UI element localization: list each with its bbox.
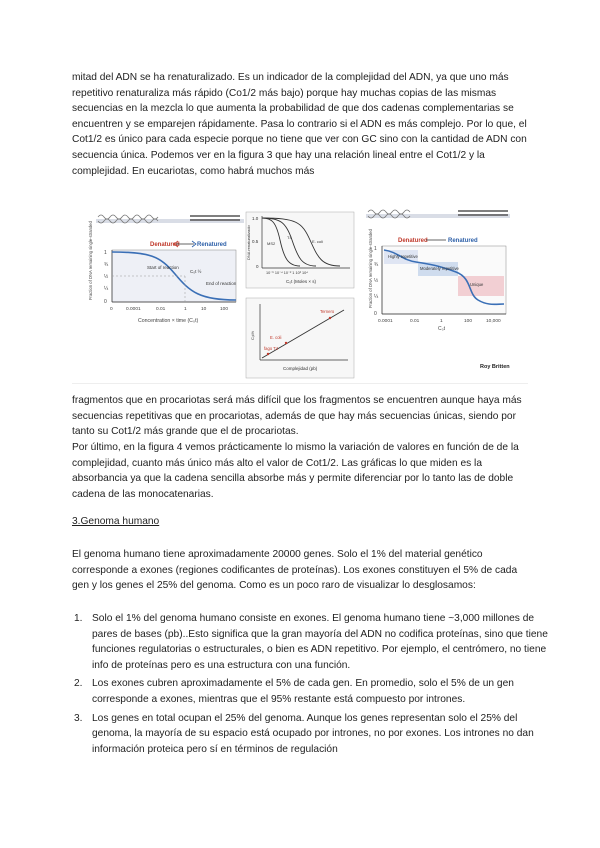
left-xtick: 0 [110, 307, 113, 312]
right-band-label: Moderately repetitive [420, 266, 459, 271]
right-xlabel: C₀t [438, 326, 446, 332]
list-item [74, 676, 552, 707]
left-xtick: 0.0001 [126, 307, 141, 312]
botmid-point-label: Ternero [320, 309, 335, 314]
right-xtick: 0.0001 [378, 319, 393, 324]
section-heading-genoma-humano: 3.Genoma humano [72, 516, 160, 527]
topmid-curve-label: E. coli [312, 239, 323, 244]
left-denatured-label: Denatured [150, 242, 180, 248]
paragraph-cot-intro: mitad del ADN se ha renaturalizado. Es un indicador de la complejidad del ADN, ya que uno más repetitivo renaturaliza más rápido (Co1/2 más bajo) porque hay muchas copias de las mismas secuencias en la mezcla lo que aumenta la probabilidad de que dos cadenas complementarias se encuentren y se emparejen rápidamente. Pasa lo contrario si el ADN es más complejo. Por lo que, el Cot1/2 es único para cada especie porque no tiene que ver con GC sino con la cantidad de ADN con secuencia única. Podemos ver en la figura 3 que hay una relación lineal entre el Cot1/2 y la complejidad. En eucariotas, como habrá muchos más [72, 72, 527, 177]
topmid-ytick: 0.5 [252, 239, 259, 244]
left-xtick: 10 [201, 307, 207, 312]
list-item-number: 3. [74, 712, 83, 724]
paragraph-figure4: Por último, en la figura 4 vemos prácticamente lo mismo la variación de valores en función de de la complejidad, cuanto más único más alto el valor de Cot1/2. Las gráficas lo que miden es la absorbancia ya que la cadena sencilla absorbe más y permite diferenciar por lo tanto las de doble cadena de las monocatenarias. [72, 442, 519, 500]
list-item-number: 1. [74, 613, 83, 624]
left-xtick: 1 [184, 307, 187, 312]
topmid-curve-label: T4 [287, 235, 292, 240]
right-band-label: Unique [470, 282, 484, 287]
left-xtick: 0.01 [156, 307, 166, 312]
list-item [74, 711, 552, 758]
right-renatured-label: Renatured [448, 238, 478, 244]
left-ytick: ¼ [104, 286, 109, 292]
right-xtick: 10,000 [486, 319, 501, 324]
left-half-label: C₀t ½ [190, 269, 202, 274]
figure-cot-curves [0, 200, 600, 390]
list-item-text: Los exones cubren aproximadamente el 5% de cada gen. En promedio, solo el 5% de un gen corresponde a exones, mientras que el 95% restante está compuesto por intrones. [92, 678, 514, 705]
botmid-xlabel: Complejidad (pb) [283, 366, 318, 371]
botmid-point-label: E. coli [270, 335, 282, 340]
right-xtick: 1 [440, 319, 443, 324]
right-ylabel: Fraction of DNA remaining single-stranded [368, 229, 373, 308]
left-ytick: 0 [104, 299, 107, 305]
topmid-xlabel: C₀t (Moles × s) [286, 279, 316, 284]
left-end-label: End of reaction [206, 281, 237, 286]
list-item-number: 2. [74, 678, 83, 690]
right-ytick: ½ [374, 278, 379, 284]
list-item [74, 611, 552, 673]
left-ytick: ½ [104, 274, 109, 280]
graph-renaturation-curves [246, 212, 354, 288]
topmid-xticks: 10⁻⁶ 10⁻⁴ 10⁻² 1 10² 10⁴ [266, 271, 308, 275]
graph-cot-vs-complexity [246, 298, 354, 378]
figure-credit: Roy Britten [480, 364, 510, 370]
botmid-ylabel: C₀t½ [250, 331, 255, 340]
left-xlabel: Concentration × time (C₀t) [138, 318, 199, 324]
left-ytick: 1 [104, 250, 107, 256]
list-item-text: Los genes en total ocupan el 25% del genoma. Aunque los genes representan solo el 25% del genoma, la mayoría de su espacio está ocupado por intrones, no por exones. Los intrones no dan información proteica pero sí en términos de regulación [92, 712, 534, 755]
graph-cot-curve-right [366, 210, 510, 370]
list-item-text: Solo el 1% del genoma humano consiste en exones. El genoma humano tiene ~3,000 millones de pares de bases (pb)..Esto significa que la gran mayoría del ADN no codifica proteínas, sino que tiene funciones regulatorias o estructurales, o bien es ADN repetitivo. Por ejemplo, el centrómero, no tiene info de proteínas pero es una estructura con una función. [92, 613, 548, 671]
right-ytick: 1 [374, 246, 377, 252]
right-ytick: 0 [374, 311, 377, 317]
graph-cot-curve-left [88, 215, 244, 324]
paragraph-eukaryote-fragments: fragmentos que en procariotas será más difícil que los fragmentos se encuentren aunque haya más secuencias repetitivas que en procariotas, además de que hay más secuencias únicas, siendo por tanto su Cot1/2 más grande que el de procariotas. [72, 395, 522, 438]
topmid-ylabel: DNA renaturalizado [246, 225, 251, 260]
right-xtick: 100 [464, 319, 473, 324]
botmid-point-label: fago T4 [264, 346, 279, 351]
topmid-curve-label: MS2 [267, 241, 276, 246]
figure-divider [72, 383, 528, 384]
topmid-ytick: 1.0 [252, 216, 259, 221]
left-renatured-label: Renatured [197, 242, 227, 248]
right-xtick: 0.01 [410, 319, 420, 324]
left-xtick: 100 [220, 307, 229, 312]
right-ytick: ¼ [374, 294, 379, 300]
left-ylabel: Fraction of DNA remaining single-stranded [88, 221, 93, 300]
right-band-label: Highly repetitive [388, 254, 418, 259]
right-ytick: ¾ [374, 262, 379, 268]
left-start-label: Start of reaction [147, 265, 179, 270]
right-denatured-label: Denatured [398, 238, 428, 244]
numbered-list [72, 611, 552, 760]
left-ytick: ¾ [104, 262, 109, 268]
paragraph-genoma-intro: El genoma humano tiene aproximadamente 20000 genes. Solo el 1% del material genético corresponde a exones (regiones codificantes de proteínas). Los exones constituyen el 5% de cada gen y los genes el 25% del genoma. Como es un poco raro de visualizar lo desglosamos: [72, 549, 518, 592]
topmid-ytick: 0 [256, 264, 259, 269]
